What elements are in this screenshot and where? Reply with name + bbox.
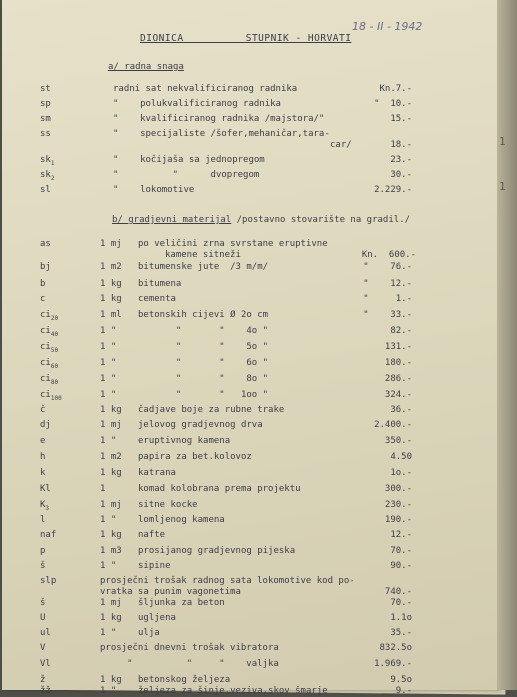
row-description: " " dvopregom [113,170,260,180]
row-code [40,686,51,697]
row-code-text: st [40,84,51,94]
row-description: cementa [138,294,176,304]
row-quantity: 1 " [100,326,117,336]
row-code-text: ci [40,310,51,320]
row-description: prosječni trošak radnog sata lokomotive kod po- [100,576,355,586]
row-quantity: 1 kg [100,613,122,623]
section-b-title [112,215,410,226]
row-code [40,262,51,273]
row-code-text: š [40,598,46,608]
row-price: 1o.- [390,468,412,478]
row-price: 832.5o [379,643,412,653]
row-code [40,500,49,514]
row-code-text: ci [40,358,51,368]
row-price: 23.- [390,155,412,165]
row-description: " kočijaša sa jednopregom [113,155,265,165]
row-price: " 33.- [363,310,412,320]
row-price: 9.- [395,686,412,696]
row-code-text: slp [40,576,57,586]
row-code-text: h [40,452,46,462]
row-code [40,99,51,110]
row-description: bitumenske jute /3 m/m/ [138,262,269,272]
row-code [40,643,45,654]
row-code [40,659,51,670]
row-description: " " 5o " [138,342,269,352]
row-price: 70.- [390,546,412,556]
row-quantity: 1 " [100,358,117,368]
row-code [40,239,51,250]
row-code [40,358,58,372]
row-code-text: ci [40,342,51,352]
handwritten-date: 18 - II - 1942 [352,20,423,33]
row-quantity: 1 " [100,628,117,638]
row-code-sub: 60 [50,362,59,370]
row-code-text: b [40,279,46,289]
row-price: " 12.- [363,279,412,289]
row-code [40,530,56,541]
row-quantity: 1 " [100,374,117,384]
row-quantity: 1 kg [100,279,122,289]
row-code [40,613,45,624]
row-quantity: 1 " [100,686,117,696]
row-code [40,452,45,463]
row-description: komad kolobrana prema projektu [138,484,301,494]
row-code-sub: 40 [50,330,59,338]
row-description: " " 4o " [138,326,269,336]
row-quantity: 1 " [100,561,117,571]
row-description: lomljenog kamena [138,515,225,525]
row-code-text: ul [40,628,51,638]
row-code [40,420,51,431]
row-quantity: 1 mj [100,500,122,510]
row-price: 2.229.- [374,185,412,195]
row-code-sub: 80 [50,378,59,386]
row-description: prosječni dnevni trošak vibratora [100,643,279,653]
row-price: 15.- [390,114,412,124]
row-price: 131.- [384,342,412,352]
row-quantity: 1 m3 [100,546,122,556]
row-code-text: c [40,294,46,304]
row-quantity: 1 " [100,436,117,446]
row-price: 1.1o [390,613,412,623]
row-code-text: ci [40,374,51,384]
row-code-text: š [40,561,46,571]
row-description-cont: kamene sitneži [165,250,241,260]
row-code-text: žž [40,686,51,696]
row-code-text: ci [40,390,51,400]
row-quantity: 1 " [100,342,117,352]
row-code [40,310,58,324]
row-code-text: K [40,500,46,510]
edge-mark: 1 [499,135,506,148]
row-quantity: 1 kg [100,405,122,415]
row-price: 1.969.- [374,659,412,669]
row-code [40,468,45,479]
row-code-text: ci [40,326,51,336]
row-description: radni sat nekvalificiranog radnika [113,84,298,94]
row-description: prosijanog gradjevnog pijeska [138,546,296,556]
row-description: " " " valjka [100,659,279,669]
row-price: 286.- [384,374,412,384]
row-price: 2.400.- [374,420,412,430]
row-price: 18.- [390,140,412,150]
section-b-title-main: b/ gradjevni materijal [112,215,232,225]
row-code [40,546,45,557]
row-quantity: 1 [100,484,106,494]
row-code [40,155,54,169]
row-description: šljunka za beton [138,598,225,608]
row-price: 9.5o [390,675,412,685]
row-price: Kn. 600.- [361,250,416,260]
row-code-text: e [40,436,46,446]
row-description-cont: car/ [330,140,352,150]
row-quantity: 1 mj [100,239,122,249]
row-code-text: Kl [40,484,51,494]
row-description: jelovog gradjevnog drva [138,420,263,430]
row-code-text: l [40,515,46,525]
row-code [40,279,45,290]
section-b-title-rest: /postavno stovarište na gradil./ [231,215,411,225]
row-description-cont: vratka sa punim vagonetima [100,587,241,597]
row-price: 740.- [384,587,412,597]
row-code [40,170,54,184]
row-quantity: 1 " [100,515,117,525]
row-description: " " 8o " [138,374,269,384]
row-code-text: ž [40,675,46,685]
section-a-title: a/ radna snaga [108,62,184,72]
row-description: " " 1oo " [138,390,269,400]
row-quantity: 1 ml [100,310,122,320]
row-quantity: 1 m2 [100,452,122,462]
adjacent-page-edge [497,0,517,690]
row-quantity: 1 mj [100,598,122,608]
row-code-text: naf [40,530,57,540]
row-code-text: sm [40,114,51,124]
row-price: 35.- [390,628,412,638]
row-code-text: dj [40,420,51,430]
row-quantity: 1 mj [100,420,122,430]
row-code-text: V [40,643,46,653]
row-code [40,114,51,125]
row-code [40,294,45,305]
row-code-text: sk [40,155,51,165]
row-code-text: as [40,239,51,249]
row-code-text: ss [40,129,51,139]
row-price: 4.50 [390,452,412,462]
row-price: 180.- [384,358,412,368]
row-code [40,405,45,416]
row-description: betonskog željeza [138,675,231,685]
row-code [40,515,45,526]
row-price: 300.- [384,484,412,494]
row-quantity: 1 kg [100,530,122,540]
row-code [40,185,51,196]
row-description: sipine [138,561,171,571]
row-code [40,576,56,587]
row-description: ugljena [138,613,176,623]
row-code-text: U [40,613,46,623]
row-description: sitne kocke [138,500,198,510]
row-code-text: sk [40,170,51,180]
row-code-sub: 3 [45,504,50,512]
row-description: " lokomotive [113,185,195,195]
row-price: 230.- [384,500,412,510]
row-description: ulja [138,628,160,638]
row-code-text: Vl [40,659,51,669]
row-code [40,628,51,639]
row-price: 350.- [384,436,412,446]
row-description: nafte [138,530,166,540]
document-title: DIONICA STUPNIK - HORVATI [140,33,352,44]
row-code [40,84,51,95]
row-code-sub: 1 [50,159,55,167]
row-code [40,436,45,447]
row-code-text: sp [40,99,51,109]
row-description: katrana [138,468,176,478]
row-code-text: k [40,468,46,478]
row-code [40,129,51,140]
row-description: " polukvalificiranog radnika [113,99,281,109]
row-code-sub: 2 [50,174,55,182]
row-quantity: 1 kg [100,675,122,685]
row-quantity: 1 m2 [100,262,122,272]
row-code [40,484,51,495]
row-code-sub: 50 [50,346,59,354]
row-code [40,390,62,404]
row-code [40,598,45,609]
row-code [40,561,45,572]
row-code-text: č [40,405,46,415]
row-price: 82.- [390,326,412,336]
row-price: " 76.- [363,262,412,272]
row-description: " " 6o " [138,358,269,368]
row-quantity: 1 " [100,390,117,400]
row-code-text: sl [40,185,51,195]
row-code [40,342,58,356]
row-code [40,675,45,686]
row-code-sub: 20 [50,314,59,322]
row-price: 324.- [384,390,412,400]
row-price: 12.- [390,530,412,540]
row-price: 90.- [390,561,412,571]
edge-mark: 1 [499,180,506,193]
row-quantity: 1 kg [100,294,122,304]
row-price: 30.- [390,170,412,180]
row-description: eruptivnog kamena [138,436,231,446]
row-description: po veličini zrna svrstane eruptivne [138,239,328,249]
row-description: " specijaliste /šofer,mehaničar,tara- [113,129,330,139]
row-quantity: 1 kg [100,468,122,478]
row-price: 190.- [384,515,412,525]
row-description: bitumena [138,279,182,289]
row-description: čadjave boje za rubne trake [138,405,285,415]
row-description: željeza za šinje,veziva,skov šmarje [138,686,328,696]
row-code [40,326,58,340]
row-price: Kn.7.- [379,84,412,94]
row-price: 70.- [390,598,412,608]
row-code [40,374,58,388]
row-description: betonskih cijevi Ø 2o cm [138,310,269,320]
row-price: " 10.- [374,99,412,109]
row-code-text: p [40,546,46,556]
row-code-sub: 100 [50,394,62,402]
row-price: " 1.- [363,294,412,304]
row-price: 36.- [390,405,412,415]
row-description: papira za bet.kolovoz [138,452,252,462]
row-description: " kvalificiranog radnika /majstora/" [113,114,325,124]
row-code-text: bj [40,262,51,272]
